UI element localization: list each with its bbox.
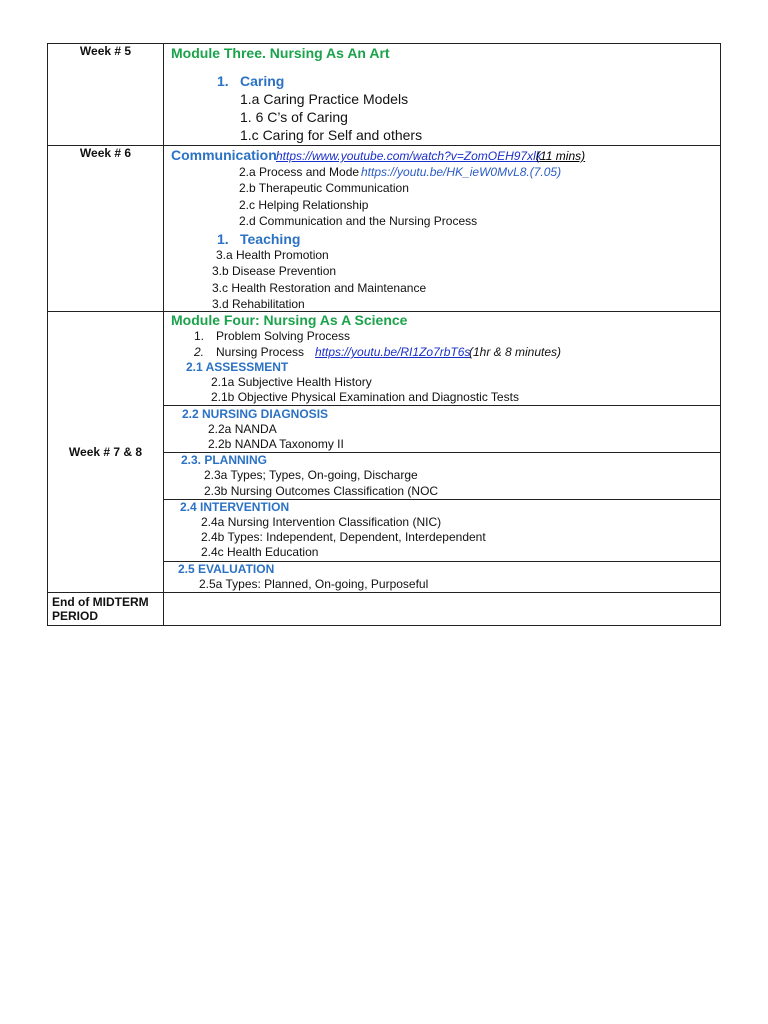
content-cell bbox=[164, 146, 721, 312]
list-item: 2.4c Health Education bbox=[201, 545, 319, 559]
subsection-planning bbox=[164, 453, 720, 500]
list-item: 3.c Health Restoration and Maintenance bbox=[212, 281, 427, 295]
list-item: 3.d Rehabilitation bbox=[212, 297, 305, 311]
list-item: 1.c Caring for Self and others bbox=[240, 127, 423, 143]
week-cell: Week # 5 bbox=[48, 44, 164, 146]
section-heading: 2.1 ASSESSMENT bbox=[186, 360, 289, 374]
subsection-diagnosis bbox=[164, 406, 720, 453]
module-title: Module Four: Nursing As A Science bbox=[171, 312, 408, 328]
empty-cell bbox=[164, 593, 721, 626]
list-item: 2.4b Types: Independent, Dependent, Interdependent bbox=[201, 530, 486, 544]
period-end-label: End of MIDTERM PERIOD bbox=[48, 593, 164, 626]
list-item: 2.1a Subjective Health History bbox=[211, 375, 372, 389]
duration-label: (11 mins) bbox=[536, 149, 586, 163]
video-link[interactable]: https://www.youtube.com/watch?v=ZomOEH97xlk bbox=[276, 149, 542, 163]
week-cell: Week # 7 & 8 bbox=[48, 312, 164, 593]
list-item: 2.3a Types; Types, On-going, Discharge bbox=[204, 468, 418, 482]
section-heading: 2.4 INTERVENTION bbox=[180, 500, 290, 514]
list-item: Nursing Process bbox=[216, 345, 305, 359]
list-item: 2.2a NANDA bbox=[208, 422, 277, 436]
list-number: 2. bbox=[194, 345, 205, 359]
list-item: 1.a Caring Practice Models bbox=[240, 91, 409, 107]
topic-heading: Caring bbox=[240, 73, 285, 89]
list-item: 3.b Disease Prevention bbox=[212, 264, 337, 278]
video-link[interactable]: https://youtu.be/HK_ieW0MvL8.(7.05) bbox=[361, 165, 562, 179]
content-cell bbox=[164, 44, 721, 146]
list-item: Problem Solving Process bbox=[216, 329, 351, 343]
list-number: 1. bbox=[194, 329, 205, 343]
week-cell: Week # 6 bbox=[48, 146, 164, 312]
list-item: 2.4a Nursing Intervention Classification (NIC) bbox=[201, 515, 442, 529]
list-item: 2.5a Types: Planned, On-going, Purposeful bbox=[199, 577, 429, 591]
list-item: 3.a Health Promotion bbox=[216, 248, 329, 262]
subsection-evaluation bbox=[164, 562, 720, 592]
section-heading: 2.3. PLANNING bbox=[181, 453, 268, 467]
list-item: 1. 6 C’s of Caring bbox=[240, 109, 348, 125]
list-item: 2.a Process and Mode bbox=[239, 165, 360, 179]
list-item: 2.c Helping Relationship bbox=[239, 198, 369, 212]
section-heading: 2.5 EVALUATION bbox=[178, 562, 275, 576]
table-row-week5 bbox=[48, 44, 721, 146]
table-row-week7-8 bbox=[48, 312, 721, 593]
topic-heading: Communication bbox=[171, 147, 277, 163]
duration-label: (1hr & 8 minutes) bbox=[469, 345, 562, 359]
module-title: Module Three. Nursing As An Art bbox=[171, 45, 390, 61]
section-heading: 2.2 NURSING DIAGNOSIS bbox=[182, 407, 329, 421]
table-row-week6 bbox=[48, 146, 721, 312]
table-row-end bbox=[48, 593, 721, 626]
list-number: 1. bbox=[217, 73, 229, 89]
syllabus-table bbox=[47, 43, 721, 626]
content-cell bbox=[164, 312, 721, 593]
list-item: 2.d Communication and the Nursing Process bbox=[239, 214, 478, 228]
list-item: 2.b Therapeutic Communication bbox=[239, 181, 409, 195]
topic-heading: Teaching bbox=[240, 231, 301, 247]
subsection-intervention bbox=[164, 500, 720, 562]
list-item: 2.3b Nursing Outcomes Classification (NOC bbox=[204, 484, 439, 498]
subsection-assessment bbox=[164, 312, 720, 406]
video-link[interactable]: https://youtu.be/RI1Zo7rbT6s bbox=[315, 345, 471, 359]
list-item: 2.1b Objective Physical Examination and Diagnostic Tests bbox=[211, 390, 519, 404]
list-number: 1. bbox=[217, 231, 229, 247]
list-item: 2.2b NANDA Taxonomy II bbox=[208, 437, 344, 451]
